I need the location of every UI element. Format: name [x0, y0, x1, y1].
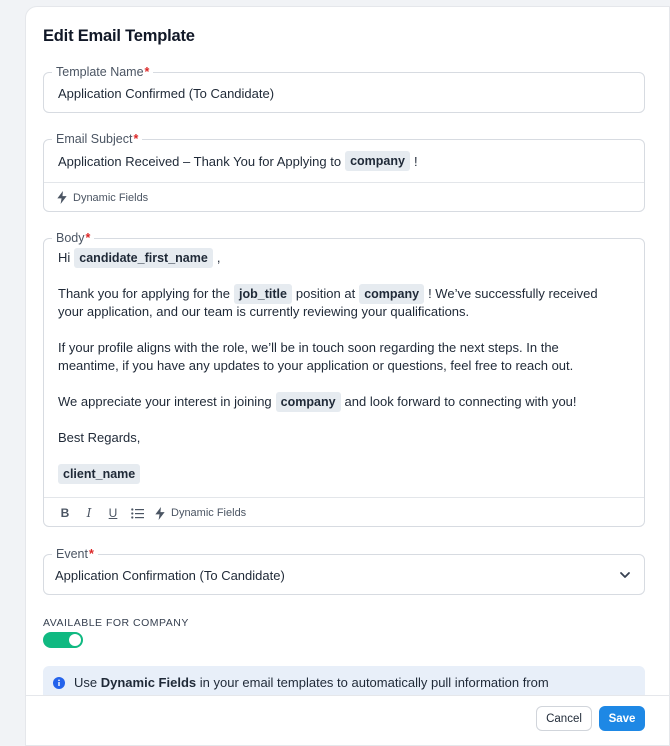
required-marker: * [88, 547, 94, 561]
lightning-bolt-icon [56, 191, 68, 204]
body-dynamic-fields-button[interactable] [154, 507, 246, 520]
bullet-list-icon [131, 508, 144, 519]
available-for-company-toggle[interactable] [43, 632, 83, 648]
dynamic-fields-label: Dynamic Fields [73, 191, 149, 204]
available-for-company-label: AVAILABLE FOR COMPANY [43, 617, 189, 629]
italic-button[interactable]: I [86, 506, 92, 520]
body-label-text: Body [56, 231, 85, 245]
body-text: position at [295, 286, 356, 301]
event-label [52, 546, 98, 562]
template-name-field[interactable] [43, 65, 645, 113]
body-text: and look forward to connecting with you! [344, 394, 577, 409]
email-subject-label [52, 131, 142, 147]
divider [44, 497, 644, 498]
template-name-input[interactable]: Application Confirmed (To Candidate) [58, 86, 275, 101]
email-subject-input[interactable] [58, 150, 418, 172]
template-name-label-text: Template Name [56, 65, 144, 79]
template-name-label [52, 64, 153, 80]
modal-footer [26, 695, 670, 746]
edit-email-template-modal [25, 6, 670, 746]
required-marker: * [85, 231, 91, 245]
event-label-text: Event [56, 547, 88, 561]
body-line: your application, and our team is currently reviewing your qualifications. [58, 304, 470, 319]
underline-button[interactable]: U [108, 506, 118, 520]
subject-text: Application Received – Thank You for Applying to [58, 153, 342, 169]
email-subject-label-text: Email Subject [56, 132, 133, 146]
body-toolbar [56, 504, 246, 522]
dynamic-fields-label: Dynamic Fields [171, 507, 247, 519]
modal-title: Edit Email Template [43, 27, 195, 45]
divider [44, 182, 644, 183]
dynamic-field-chip[interactable]: candidate_first_name [74, 248, 213, 268]
info-text [74, 675, 549, 690]
event-select[interactable] [43, 547, 645, 595]
body-line [58, 285, 638, 303]
subject-dynamic-fields-button[interactable] [56, 191, 148, 204]
body-line: Best Regards, [58, 430, 141, 445]
dynamic-field-chip[interactable]: company [359, 284, 424, 304]
save-button[interactable]: Save [599, 706, 645, 731]
required-marker: * [144, 65, 150, 79]
body-line: If your profile aligns with the role, we’ll be in touch soon regarding the next steps. In the [58, 340, 559, 355]
info-text-bold: Dynamic Fields [100, 675, 197, 690]
body-text: Thank you for applying for the [58, 286, 230, 301]
event-selected-value: Application Confirmation (To Candidate) [55, 568, 285, 583]
body-editor[interactable] [58, 249, 638, 483]
lightning-bolt-icon [154, 507, 166, 520]
body-text: Hi [58, 250, 71, 265]
info-circle-icon [53, 677, 65, 689]
bold-button[interactable]: B [60, 506, 70, 520]
body-line [58, 465, 638, 483]
email-subject-field [43, 132, 645, 212]
dynamic-field-chip[interactable]: company [276, 392, 341, 412]
bullet-list-button[interactable] [128, 504, 146, 522]
body-line: meantime, if you have any updates to your application or questions, feel free to reach out. [58, 358, 574, 373]
body-line [58, 249, 638, 267]
dynamic-field-chip[interactable]: company [345, 151, 410, 171]
body-label [52, 230, 94, 246]
toggle-knob [69, 634, 81, 646]
cancel-button[interactable]: Cancel [536, 706, 592, 731]
info-text-prefix: Use [74, 675, 98, 690]
subject-text-end: ! [413, 153, 418, 169]
dynamic-field-chip[interactable]: job_title [234, 284, 292, 304]
chevron-down-icon[interactable] [618, 568, 632, 582]
body-field [43, 231, 645, 527]
dynamic-field-chip[interactable]: client_name [58, 464, 140, 484]
body-line [58, 393, 638, 411]
body-text: ! We’ve successfully received [428, 286, 598, 301]
required-marker: * [133, 132, 139, 146]
body-text: We appreciate your interest in joining [58, 394, 272, 409]
body-text: , [216, 250, 221, 265]
info-text-suffix: in your email templates to automatically pull information from [199, 675, 549, 690]
